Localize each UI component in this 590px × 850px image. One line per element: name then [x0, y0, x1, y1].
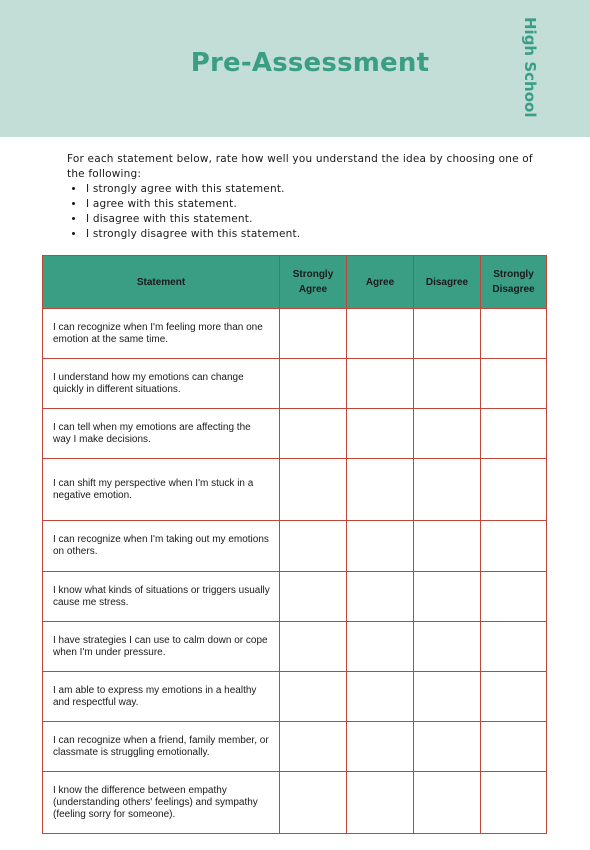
- table-row: [43, 622, 547, 672]
- header-statement: Statement: [43, 256, 280, 309]
- rating-cell-disagree[interactable]: [414, 309, 481, 359]
- rating-cell-agree[interactable]: [347, 521, 414, 572]
- assessment-table: [42, 255, 547, 834]
- statement-cell: I can tell when my emotions are affecting the way I make decisions.: [43, 409, 280, 459]
- rating-cell-strongly-agree[interactable]: [280, 409, 347, 459]
- rating-cell-agree[interactable]: [347, 772, 414, 834]
- statement-cell: I know what kinds of situations or triggers usually cause me stress.: [43, 572, 280, 622]
- rating-cell-strongly-disagree[interactable]: [481, 459, 547, 521]
- rating-cell-disagree[interactable]: [414, 572, 481, 622]
- rating-cell-strongly-disagree[interactable]: [481, 722, 547, 772]
- rating-option: • I agree with this statement.: [85, 197, 547, 212]
- rating-cell-agree[interactable]: [347, 572, 414, 622]
- side-tab-label: High School: [521, 17, 539, 118]
- table-row: [43, 359, 547, 409]
- rating-cell-agree[interactable]: [347, 359, 414, 409]
- statement-cell: I know the difference between empathy (understanding others' feelings) and sympathy (feeling sorry for someone).: [43, 772, 280, 834]
- rating-cell-agree[interactable]: [347, 622, 414, 672]
- rating-cell-disagree[interactable]: [414, 722, 481, 772]
- table-header-row: [43, 256, 547, 309]
- rating-cell-strongly-agree[interactable]: [280, 521, 347, 572]
- rating-cell-disagree[interactable]: [414, 409, 481, 459]
- rating-cell-disagree[interactable]: [414, 772, 481, 834]
- rating-cell-strongly-agree[interactable]: [280, 309, 347, 359]
- statement-cell: I am able to express my emotions in a healthy and respectful way.: [43, 672, 280, 722]
- rating-option: • I strongly disagree with this statement.: [85, 227, 547, 242]
- rating-cell-agree[interactable]: [347, 309, 414, 359]
- rating-cell-disagree[interactable]: [414, 359, 481, 409]
- instructions-text: For each statement below, rate how well you understand the idea by choosing one of the following:: [67, 153, 533, 180]
- rating-cell-disagree[interactable]: [414, 459, 481, 521]
- statement-cell: I can recognize when a friend, family member, or classmate is struggling emotionally.: [43, 722, 280, 772]
- table-row: [43, 672, 547, 722]
- rating-cell-strongly-agree[interactable]: [280, 622, 347, 672]
- rating-cell-disagree[interactable]: [414, 622, 481, 672]
- rating-cell-agree[interactable]: [347, 672, 414, 722]
- rating-cell-strongly-disagree[interactable]: [481, 672, 547, 722]
- rating-cell-strongly-disagree[interactable]: [481, 772, 547, 834]
- rating-cell-disagree[interactable]: [414, 672, 481, 722]
- rating-options-list: [67, 182, 547, 242]
- rating-option: • I strongly agree with this statement.: [85, 182, 547, 197]
- statement-cell: I can recognize when I'm feeling more than one emotion at the same time.: [43, 309, 280, 359]
- statement-cell: I can shift my perspective when I'm stuck in a negative emotion.: [43, 459, 280, 521]
- rating-cell-strongly-agree[interactable]: [280, 359, 347, 409]
- header-disagree: Disagree: [414, 256, 481, 309]
- rating-cell-strongly-disagree[interactable]: [481, 309, 547, 359]
- header-agree: Agree: [347, 256, 414, 309]
- rating-cell-strongly-agree[interactable]: [280, 722, 347, 772]
- rating-cell-strongly-agree[interactable]: [280, 672, 347, 722]
- rating-cell-disagree[interactable]: [414, 521, 481, 572]
- rating-cell-agree[interactable]: [347, 459, 414, 521]
- rating-cell-strongly-disagree[interactable]: [481, 359, 547, 409]
- instructions: [67, 152, 547, 242]
- rating-cell-strongly-agree[interactable]: [280, 459, 347, 521]
- statement-cell: I have strategies I can use to calm down or cope when I'm under pressure.: [43, 622, 280, 672]
- rating-cell-strongly-disagree[interactable]: [481, 572, 547, 622]
- table-row: [43, 521, 547, 572]
- page-title: Pre-Assessment: [190, 48, 430, 78]
- rating-cell-strongly-disagree[interactable]: [481, 409, 547, 459]
- table-row: [43, 572, 547, 622]
- rating-cell-strongly-agree[interactable]: [280, 772, 347, 834]
- rating-option: • I disagree with this statement.: [85, 212, 547, 227]
- header-strongly-agree: Strongly Agree: [280, 256, 347, 309]
- rating-cell-strongly-agree[interactable]: [280, 572, 347, 622]
- rating-cell-strongly-disagree[interactable]: [481, 521, 547, 572]
- rating-cell-strongly-disagree[interactable]: [481, 622, 547, 672]
- table-row: [43, 772, 547, 834]
- table-row: [43, 459, 547, 521]
- header-strongly-disagree: Strongly Disagree: [481, 256, 547, 309]
- table-row: [43, 309, 547, 359]
- table-row: [43, 409, 547, 459]
- rating-cell-agree[interactable]: [347, 722, 414, 772]
- rating-cell-agree[interactable]: [347, 409, 414, 459]
- table-row: [43, 722, 547, 772]
- statement-cell: I can recognize when I'm taking out my emotions on others.: [43, 521, 280, 572]
- statement-cell: I understand how my emotions can change quickly in different situations.: [43, 359, 280, 409]
